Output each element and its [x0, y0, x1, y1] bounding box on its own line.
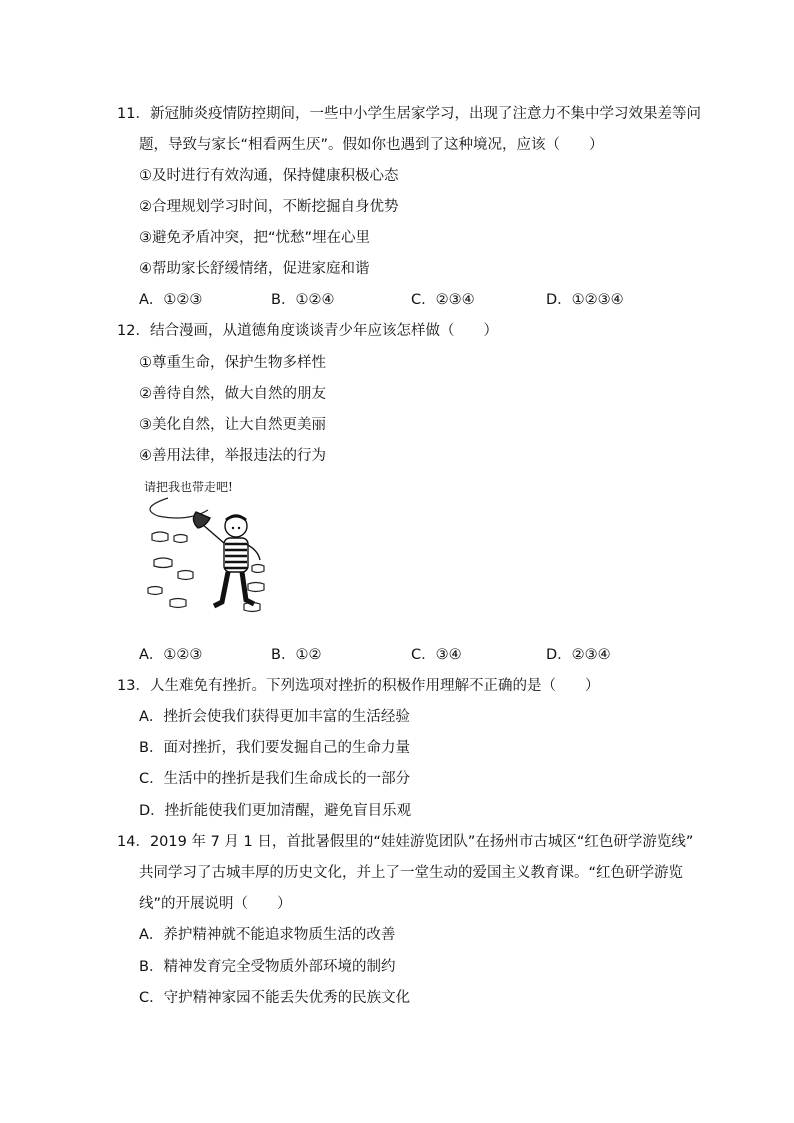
question-12-item-3: ③美化自然，让大自然更美丽 — [139, 417, 326, 433]
cartoon-caption: 请把我也带走吧! — [144, 480, 233, 494]
question-11-choice-a: A．①②③ — [139, 292, 203, 308]
question-11-stem-line-2: 题，导致与家长“相看两生厌”。假如你也遇到了这种境况，应该（ ） — [139, 137, 604, 153]
question-11-stem-line-1: 11．新冠肺炎疫情防控期间，一些中小学生居家学习，出现了注意力不集中学习效果差等问 — [117, 106, 701, 122]
question-11-item-2: ②合理规划学习时间，不断挖掘自身优势 — [139, 199, 399, 215]
question-12-item-2: ②善待自然，做大自然的朋友 — [139, 386, 326, 402]
question-14-stem-line-3: 线”的开展说明（ ） — [139, 896, 292, 912]
question-12-item-4: ④善用法律，举报违法的行为 — [139, 448, 326, 464]
question-12-choice-d: D．②③④ — [546, 647, 611, 663]
question-13-option-c: C．生活中的挫折是我们生命成长的一部分 — [139, 771, 411, 787]
question-11-item-3: ③避免矛盾冲突，把“忧愁”埋在心里 — [139, 230, 371, 246]
question-14-stem-line-1: 14．2019 年 7 月 1 日，首批暑假里的“娃娃游览团队”在扬州市古城区“红色研学游览线” — [117, 834, 694, 850]
question-11-choice-c: C．②③④ — [411, 292, 475, 308]
question-11-choice-b: B．①②④ — [271, 292, 335, 308]
question-11-item-4: ④帮助家长舒缓情绪，促进家庭和谐 — [139, 261, 370, 277]
question-13-option-d: D．挫折能使我们更加清醒，避免盲目乐观 — [139, 803, 412, 819]
question-14-option-b: B．精神发育完全受物质外部环境的制约 — [139, 959, 396, 975]
question-14-option-c: C．守护精神家园不能丢失优秀的民族文化 — [139, 990, 411, 1006]
question-14-stem-line-2: 共同学习了古城丰厚的历史文化，并上了一堂生动的爱国主义教育课。“红色研学游览 — [139, 865, 684, 881]
woodcutter-drawing — [140, 476, 272, 628]
question-13-stem: 13．人生难免有挫折。下列选项对挫折的积极作用理解不正确的是（ ） — [117, 678, 600, 694]
question-11-item-1: ①及时进行有效沟通，保持健康积极心态 — [139, 168, 399, 184]
question-12-choice-b: B．①② — [271, 647, 322, 663]
question-13-option-b: B．面对挫折，我们要发掘自己的生命力量 — [139, 740, 410, 756]
question-12-stem: 12．结合漫画，从道德角度谈谈青少年应该怎样做（ ） — [117, 323, 498, 339]
cartoon-illustration — [140, 476, 272, 628]
question-12-item-1: ①尊重生命，保护生物多样性 — [139, 355, 326, 371]
question-14-option-a: A．养护精神就不能追求物质生活的改善 — [139, 927, 396, 943]
question-13-option-a: A．挫折会使我们获得更加丰富的生活经验 — [139, 709, 410, 725]
question-12-choice-c: C．③④ — [411, 647, 462, 663]
question-12-choice-a: A．①②③ — [139, 647, 203, 663]
question-11-choice-d: D．①②③④ — [546, 292, 624, 308]
